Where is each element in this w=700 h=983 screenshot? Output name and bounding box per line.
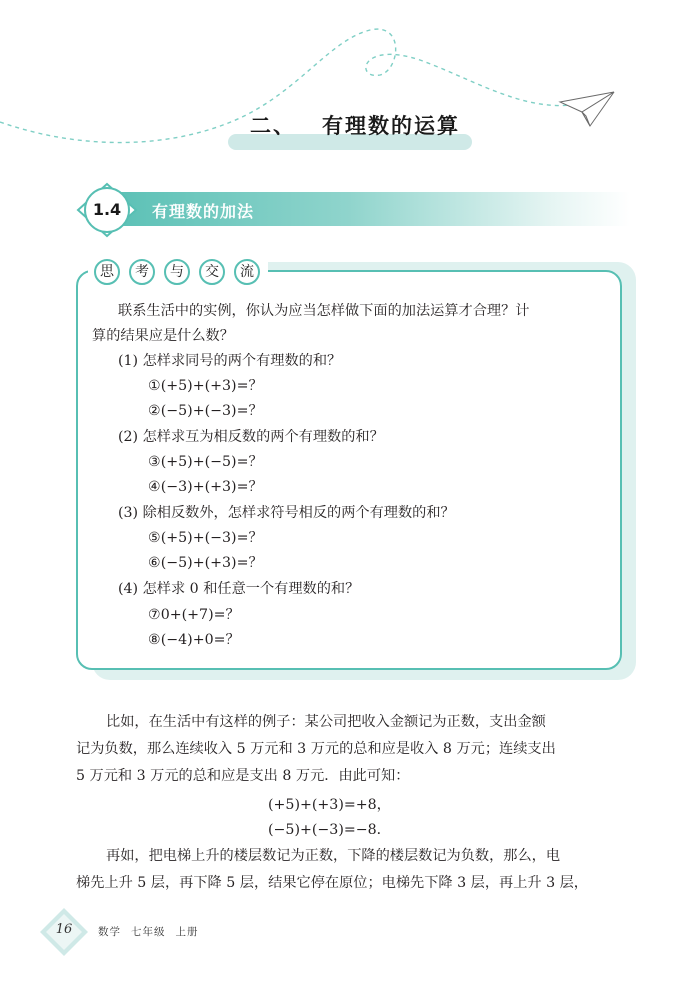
question-3: (3) 除相反数外，怎样求符号相反的两个有理数的和？	[118, 505, 455, 521]
intro-line-1: 联系生活中的实例，你认为应当怎样做下面的加法运算才合理？计	[118, 303, 530, 319]
tag-yu: 与	[164, 259, 190, 285]
question-1-item-1: ①(+5)+(+3)=？	[148, 378, 263, 394]
question-1-item-2: ②(−5)+(−3)=？	[148, 403, 263, 419]
question-2: (2) 怎样求互为相反数的两个有理数的和？	[118, 429, 384, 445]
question-3-item-2: ⑥(−5)+(+3)=？	[148, 555, 263, 571]
tag-kao: 考	[129, 259, 155, 285]
chapter-number: 二、	[250, 114, 296, 138]
intro-line-2: 算的结果应是什么数？	[92, 328, 234, 344]
chapter-title	[250, 110, 460, 140]
question-1: (1) 怎样求同号的两个有理数的和？	[118, 353, 342, 369]
question-2-item-2: ④(−3)+(+3)=？	[148, 479, 263, 495]
question-3-item-1: ⑤(+5)+(−3)=？	[148, 530, 263, 546]
paper-plane-decoration	[0, 0, 700, 200]
tag-liu: 流	[234, 259, 260, 285]
page-number: 16	[55, 922, 73, 937]
footer-grade: 七年级	[131, 926, 166, 938]
footer-book-info	[98, 924, 209, 939]
tag-jiao: 交	[199, 259, 225, 285]
para1-line-1: 比如，在生活中有这样的例子：某公司把收入金额记为正数，支出金额	[106, 714, 546, 730]
equation-1: (+5)+(+3)=+8，	[268, 797, 391, 813]
question-4: (4) 怎样求 0 和任意一个有理数的和？	[118, 581, 360, 597]
section-title: 有理数的加法	[152, 202, 255, 221]
question-4-item-1: ⑦0+(+7)=？	[148, 607, 240, 623]
para2-line-2: 梯先上升 5 层，再下降 5 层，结果它停在原位；电梯先下降 3 层，再上升 3 层，	[76, 875, 588, 891]
equation-2: (−5)+(−3)=−8．	[268, 822, 391, 838]
section-number: 1.4	[92, 200, 122, 219]
tag-si: 思	[94, 259, 120, 285]
footer-volume: 上册	[175, 926, 199, 938]
question-4-item-2: ⑧(−4)+0=？	[148, 632, 240, 648]
paper-plane-icon	[560, 92, 614, 126]
chapter-name: 有理数的运算	[322, 114, 460, 138]
question-2-item-1: ③(+5)+(−5)=？	[148, 454, 263, 470]
para1-line-3: 5 万元和 3 万元的总和应是支出 8 万元．由此可知：	[76, 768, 410, 784]
para2-line-1: 再如，把电梯上升的楼层数记为正数，下降的楼层数记为负数，那么，电	[106, 848, 561, 864]
footer-subject: 数学	[98, 926, 121, 938]
para1-line-2: 记为负数，那么连续收入 5 万元和 3 万元的总和应是收入 8 万元；连续支出	[76, 741, 556, 757]
